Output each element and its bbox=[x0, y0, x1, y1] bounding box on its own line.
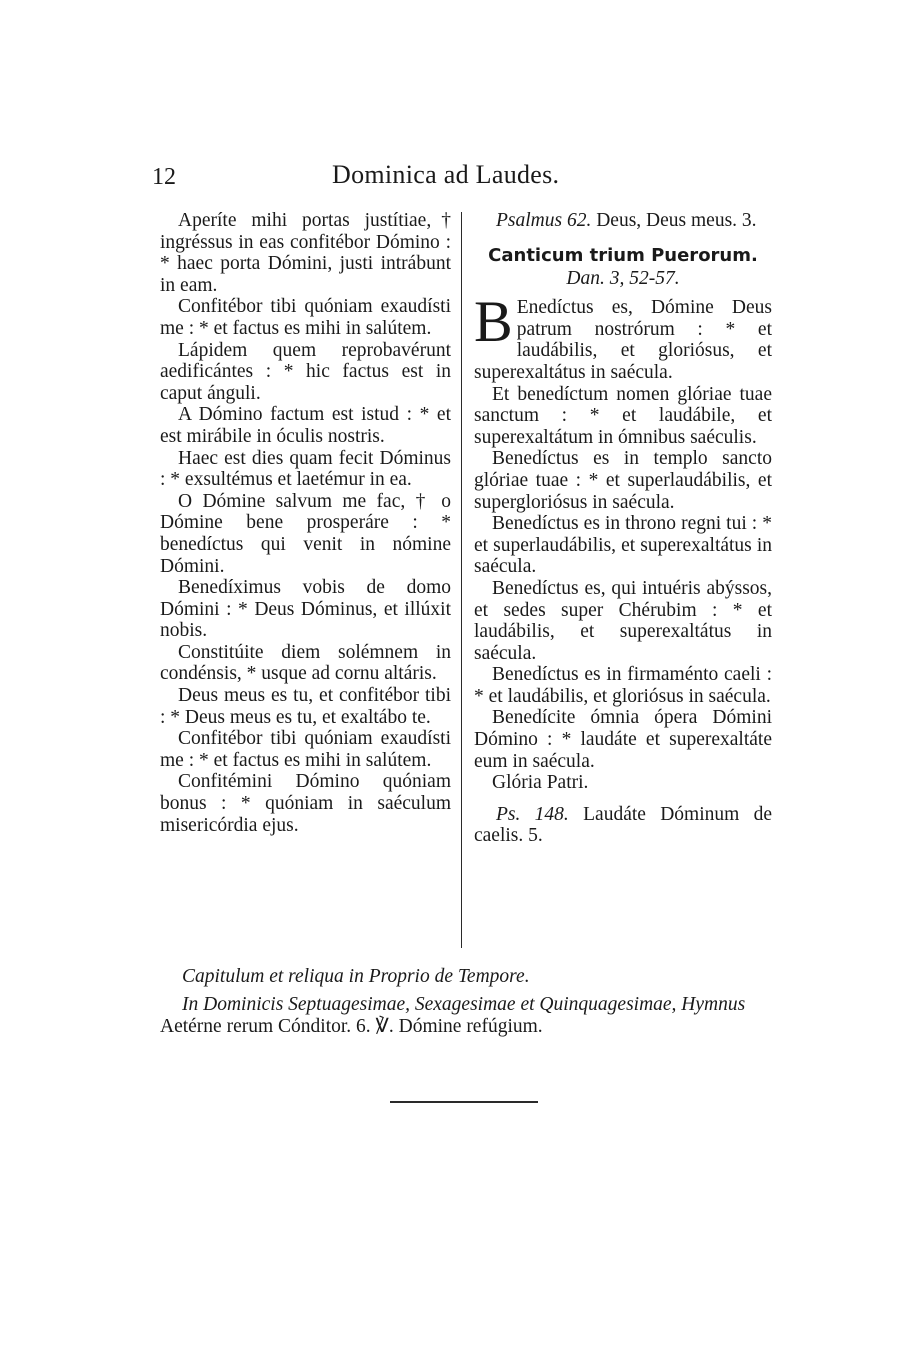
verse: Benedíctus es, qui intuéris abýssos, et sedes super Chérubim : * et laudábilis, et superexaltátus in saécula. bbox=[474, 577, 772, 664]
verse: Benedíctus es in throno regni tui : * et superlaudábilis, et superexaltátus in saécula. bbox=[474, 513, 772, 578]
verse: Benedíctus es in firmaménto caeli : * et laudábilis, et gloriósus in saécula. bbox=[474, 664, 772, 707]
psalm-number: Ps. 148. bbox=[496, 803, 569, 825]
verse: Benedícite ómnia ópera Dómini Dómino : * laudáte et superexaltáte eum in saécula. bbox=[474, 707, 772, 772]
left-column bbox=[160, 210, 451, 836]
capitulum-rubric: Capitulum et reliqua in Proprio de Tempore. bbox=[182, 966, 530, 987]
canticle-title: Canticum trium Puerorum. bbox=[488, 244, 758, 266]
verse: Deus meus es tu, et confitébor tibi : * Deus meus es tu, et exaltábo te. bbox=[160, 685, 451, 728]
first-verse bbox=[474, 289, 772, 383]
verse: Haec est dies quam fecit Dóminus : * exsultémus et laetémur in ea. bbox=[160, 447, 451, 491]
page-number: 12 bbox=[152, 164, 176, 190]
verse: A Dómino factum est istud : * et est mirábile in óculis nostris. bbox=[160, 404, 451, 447]
psalm-incipit: Laudáte Dóminum de caelis. 5. bbox=[474, 803, 773, 847]
psalm-reference bbox=[474, 210, 772, 232]
first-verse-text: Enedíctus es, Dómine Deus patrum nostrórum : * et laudábilis, et gloriósus, et superexaltátus in saécula. bbox=[474, 297, 772, 383]
right-column bbox=[474, 210, 772, 847]
verse: Constitúite diem solémnem in condénsis, * usque ad cornu altáris. bbox=[160, 641, 451, 685]
verse: Lápidem quem reprobavérunt aedificántes : * hic factus est in caput ánguli. bbox=[160, 339, 451, 404]
end-rule bbox=[390, 1101, 538, 1103]
gloria-patri: Glória Patri. bbox=[492, 772, 589, 794]
drop-cap-initial: B bbox=[474, 289, 513, 355]
canticle-reference: Dan. 3, 52-57. bbox=[566, 267, 680, 289]
verse: Confitébor tibi quóniam exaudísti me : * et factus es mihi in salútem. bbox=[160, 728, 451, 771]
psalm-incipit: Deus, Deus meus. 3. bbox=[596, 210, 757, 231]
verse: Aperíte mihi portas justítiae,† ingréssus in eas confitébor Dómino : * haec porta Dómini, justi intrábunt in eam. bbox=[160, 210, 451, 296]
verse: Confitémini Dómino quóniam bonus : * quóniam in saéculum misericórdia ejus. bbox=[160, 771, 451, 836]
verse: Confitébor tibi quóniam exaudísti me : * et factus es mihi in salútem. bbox=[160, 296, 451, 339]
septuagesima-rubric: In Dominicis Septuagesimae, Sexagesimae et Quinquagesimae, Hymnus bbox=[182, 994, 746, 1015]
verse: Et benedíctum nomen glóriae tuae sanctum : * et laudábile, et superexaltátum in ómnibus saéculis. bbox=[474, 383, 772, 448]
psalm-number: Psalmus 62. bbox=[496, 210, 592, 231]
psalm-reference bbox=[474, 804, 772, 847]
column-divider bbox=[461, 212, 462, 948]
verse: Benedíctus es in templo sancto glóriae tuae : * et superlaudábilis, et supergloriósus in saécula. bbox=[474, 448, 772, 513]
footer-rubrics bbox=[160, 966, 772, 1038]
hymn-line: Aetérne rerum Cónditor. 6. ℣. Dómine refúgium. bbox=[160, 1016, 543, 1037]
verse: Benedíximus vobis de domo Dómini : * Deus Dóminus, et illúxit nobis. bbox=[160, 577, 451, 642]
verse: O Dómine salvum me fac, † o Dómine bene prosperáre : * benedíctus qui venit in nómine Dómini. bbox=[160, 490, 451, 577]
running-title: Dominica ad Laudes. bbox=[332, 160, 560, 189]
